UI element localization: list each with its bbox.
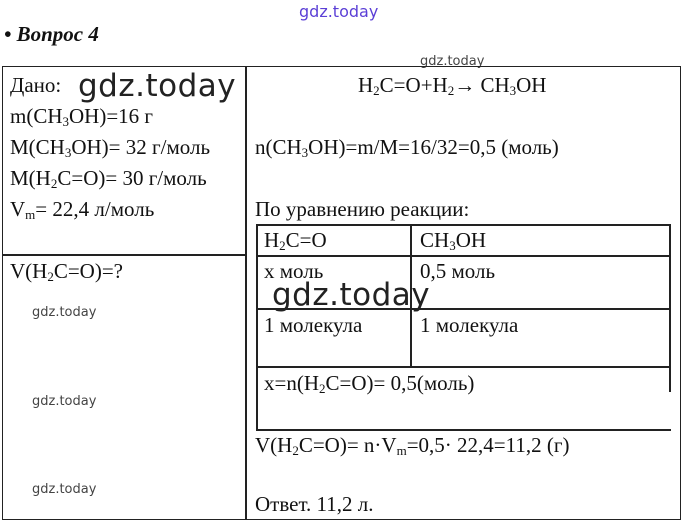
question-title: • Вопрос 4 xyxy=(4,22,99,46)
volume-calculation: $V(H_2C=O)= n\cdot V_m=0,5\cdot 22,4=11,2$ (г) xyxy=(255,433,570,458)
given-molar-mass-methanol: $M(CH_3OH)= 32$ г/моль xyxy=(10,135,211,160)
given-label: Дано: xyxy=(10,73,62,97)
moles-calculation: $n(CH_3OH)=m/M=16/32=0,5$ (моль) xyxy=(255,135,559,160)
table-cell-x-mol: x моль xyxy=(264,259,324,283)
given-find-divider xyxy=(2,254,247,256)
column-divider xyxy=(245,66,247,520)
answer: Ответ. 11,2 л. xyxy=(255,492,374,516)
watermark-small-1: gdz.today xyxy=(32,305,97,320)
given-molar-mass-formaldehyde: $M(H_2C=O)= 30$ г/моль xyxy=(10,166,207,191)
watermark-small-2: gdz.today xyxy=(32,394,97,409)
table-cell-molecule-1: 1 молекула xyxy=(264,313,363,337)
table-result-row: $x=n(H_2C=O)=$ 0,5(моль) xyxy=(264,371,475,396)
watermark-small-3: gdz.today xyxy=(32,482,97,497)
table-header-formaldehyde: $H_2C=O$ xyxy=(264,228,327,253)
table-cell-methanol-mol: 0,5 моль xyxy=(420,259,496,283)
watermark-large-1: gdz.today xyxy=(78,68,237,104)
by-equation-label: По уравнению реакции: xyxy=(255,197,470,221)
watermark-large-2: gdz.today xyxy=(272,277,431,313)
given-molar-volume: $V_m= 22,4$ л/моль xyxy=(10,197,155,222)
reaction-equation: $H_2C=O+H_2\to CH_3OH$ xyxy=(358,73,547,98)
watermark-mid-top: gdz.today xyxy=(420,54,485,69)
find-volume: $V(H_2C=O)=$? xyxy=(10,259,124,284)
watermark-top: gdz.today xyxy=(299,2,379,21)
given-mass: $m(CH_3OH)=16$ г xyxy=(10,104,154,129)
table-header-methanol: $CH_3OH$ xyxy=(420,228,487,253)
table-cell-molecule-2: 1 молекула xyxy=(420,313,519,337)
